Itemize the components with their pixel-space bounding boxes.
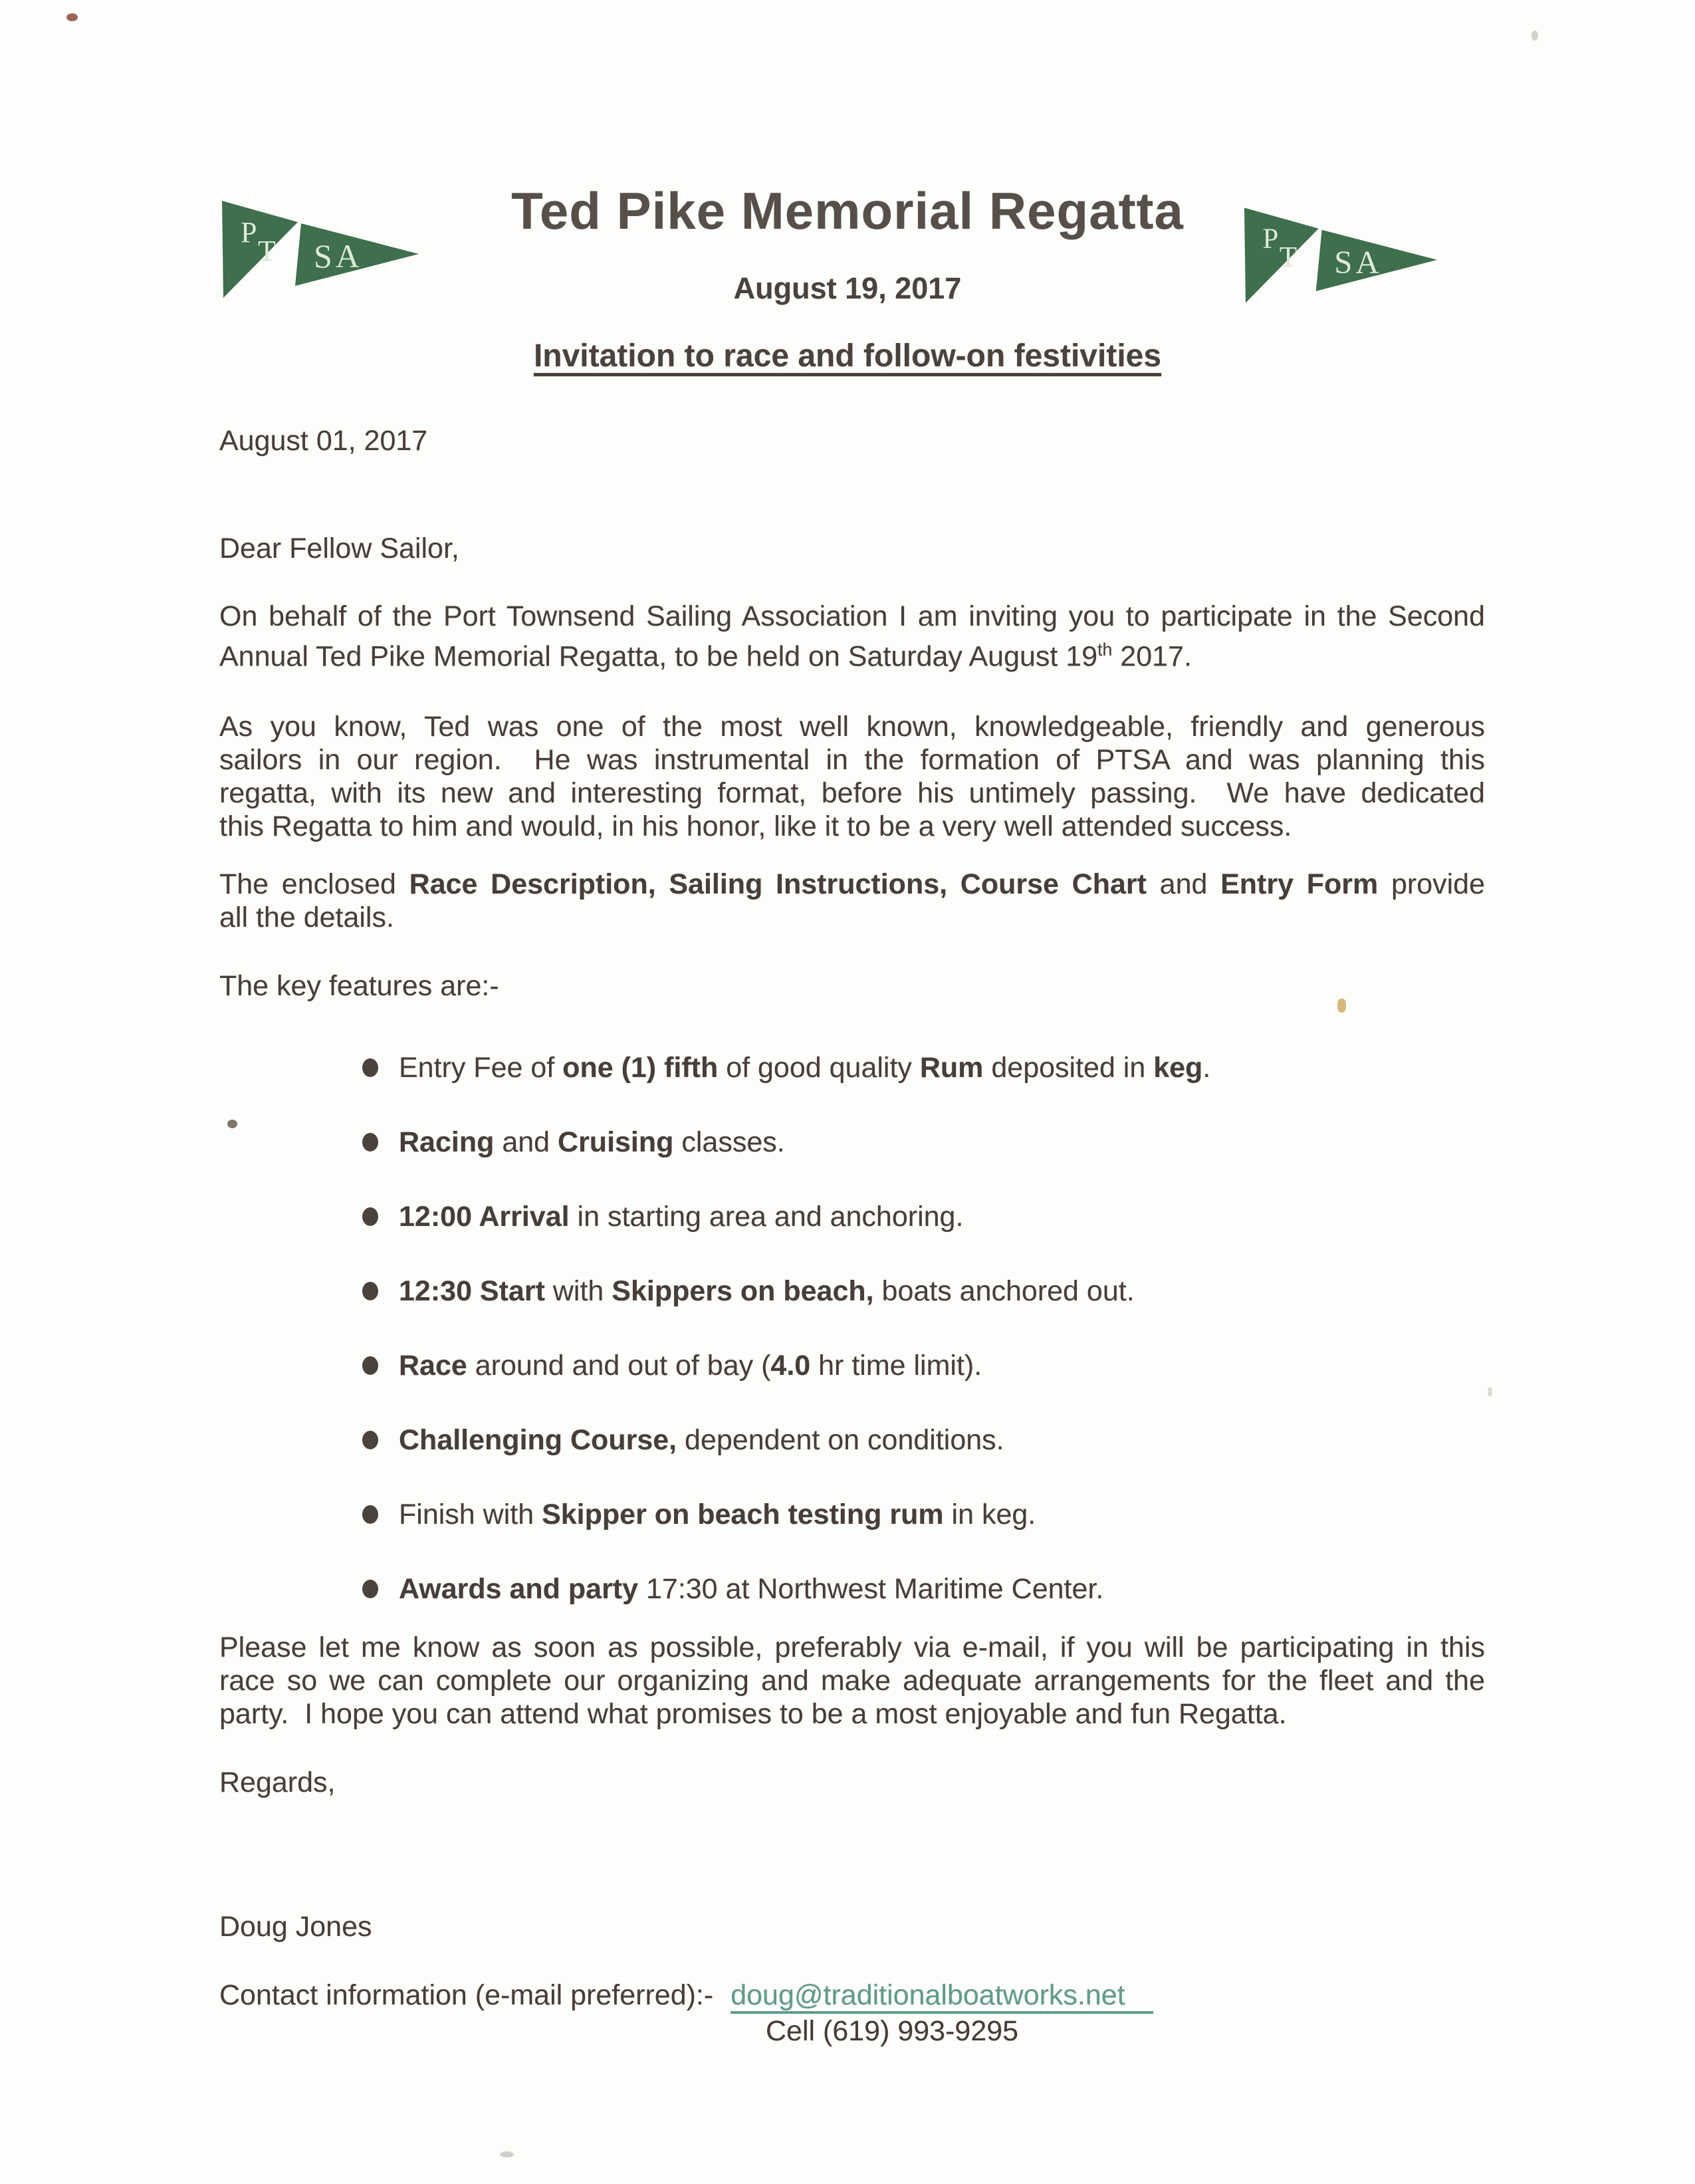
burgee-letter-t: T bbox=[1279, 241, 1298, 273]
bullet-text: Entry Fee of one (1) fifth of good quality Rum deposited in keg. bbox=[399, 1052, 1211, 1084]
paragraph-intro bbox=[219, 600, 1485, 673]
bullet-dot bbox=[362, 1207, 378, 1226]
bullet-item bbox=[362, 1349, 1485, 1382]
bullet-text: Finish with Skipper on beach testing rum in keg. bbox=[399, 1499, 1036, 1531]
scan-speck bbox=[66, 13, 78, 21]
bullet-item bbox=[362, 1051, 1485, 1084]
scan-speck bbox=[1488, 1387, 1492, 1397]
ptsa-burgee-right-icon bbox=[1243, 205, 1438, 304]
burgee-letter-t: T bbox=[258, 235, 276, 267]
salutation: Dear Fellow Sailor, bbox=[219, 533, 459, 564]
text-line: The enclosed Race Description, Sailing Instructions, Course Chart and Entry Form provide bbox=[219, 868, 1485, 901]
bullet-item bbox=[362, 1498, 1485, 1531]
burgee-letter-p: P bbox=[1262, 223, 1279, 255]
paragraph-about-ted bbox=[219, 710, 1485, 843]
text-line: On behalf of the Port Townsend Sailing Association I am inviting you to participate in the Second bbox=[219, 600, 1485, 632]
text-line: sailors in our region. He was instrumental in the formation of PTSA and was planning this bbox=[219, 744, 1485, 777]
paragraph-enclosed bbox=[219, 868, 1485, 934]
scan-speck bbox=[1337, 999, 1346, 1013]
ptsa-burgee-left-icon bbox=[221, 198, 420, 299]
letter-body bbox=[219, 424, 1485, 2048]
bullet-dot bbox=[362, 1505, 378, 1524]
text-line: all the details. bbox=[219, 902, 394, 934]
text-line: Please let me know as soon as possible, preferably via e-mail, if you will be participating in this bbox=[219, 1632, 1485, 1664]
page-title: Ted Pike Memorial Regatta bbox=[511, 182, 1184, 240]
contact-email-link[interactable]: doug@traditionalboatworks.net bbox=[731, 1979, 1153, 2014]
paragraph-closing bbox=[219, 1631, 1485, 1731]
bullet-dot bbox=[362, 1282, 378, 1300]
contact-cell: Cell (619) 993-9295 bbox=[766, 2015, 1019, 2048]
text-line: As you know, Ted was one of the most well known, knowledgeable, friendly and generous bbox=[219, 711, 1485, 743]
bullet-item bbox=[362, 1200, 1485, 1233]
key-features-list bbox=[362, 1051, 1485, 1606]
regards-line: Regards, bbox=[219, 1766, 336, 1799]
contact-info-row bbox=[219, 1979, 1485, 2012]
burgee-letters-sa: SA bbox=[1334, 243, 1383, 281]
text-line: party. I hope you can attend what promises to be a most enjoyable and fun Regatta. bbox=[219, 1698, 1287, 1731]
letter-header bbox=[0, 0, 1695, 375]
bullet-text: 12:30 Start with Skippers on beach, boats anchored out. bbox=[399, 1275, 1135, 1308]
burgee-letter-p: P bbox=[241, 216, 257, 249]
event-date: August 19, 2017 bbox=[733, 271, 962, 305]
bullet-item bbox=[362, 1274, 1485, 1308]
bullet-dot bbox=[362, 1431, 378, 1449]
letter-date: August 01, 2017 bbox=[219, 425, 428, 457]
bullet-dot bbox=[362, 1580, 378, 1598]
scan-speck bbox=[1531, 31, 1538, 41]
bullet-dot bbox=[362, 1058, 378, 1077]
text-line: Annual Ted Pike Memorial Regatta, to be held on Saturday August 19th 2017. bbox=[219, 640, 1192, 673]
invitation-subtitle: Invitation to race and follow-on festivities bbox=[533, 338, 1162, 374]
bullet-text: Race around and out of bay (4.0 hr time limit). bbox=[399, 1350, 982, 1382]
text-line: this Regatta to him and would, in his honor, like it to be a very well attended success. bbox=[219, 810, 1292, 843]
contact-label: Contact information (e-mail preferred):- bbox=[219, 1979, 714, 2012]
text-line: race so we can complete our organizing and make adequate arrangements for the fleet and the bbox=[219, 1665, 1485, 1697]
bullet-item bbox=[362, 1126, 1485, 1159]
bullet-item bbox=[362, 1423, 1485, 1457]
text-line: regatta, with its new and interesting format, before his untimely passing. We have dedicated bbox=[219, 777, 1485, 810]
scan-speck bbox=[227, 1120, 237, 1128]
bullet-text: Challenging Course, dependent on conditions. bbox=[399, 1424, 1004, 1457]
bullet-dot bbox=[362, 1133, 378, 1152]
burgee-letters-sa: SA bbox=[314, 237, 363, 275]
bullet-dot bbox=[362, 1356, 378, 1375]
key-features-heading: The key features are:- bbox=[219, 970, 499, 1003]
bullet-item bbox=[362, 1572, 1485, 1606]
bullet-text: Racing and Cruising classes. bbox=[399, 1126, 785, 1159]
signature-name: Doug Jones bbox=[219, 1911, 372, 1943]
bullet-text: Awards and party 17:30 at Northwest Maritime Center. bbox=[399, 1573, 1104, 1606]
bullet-text: 12:00 Arrival in starting area and anchoring. bbox=[399, 1201, 964, 1233]
scan-speck bbox=[500, 2151, 514, 2157]
